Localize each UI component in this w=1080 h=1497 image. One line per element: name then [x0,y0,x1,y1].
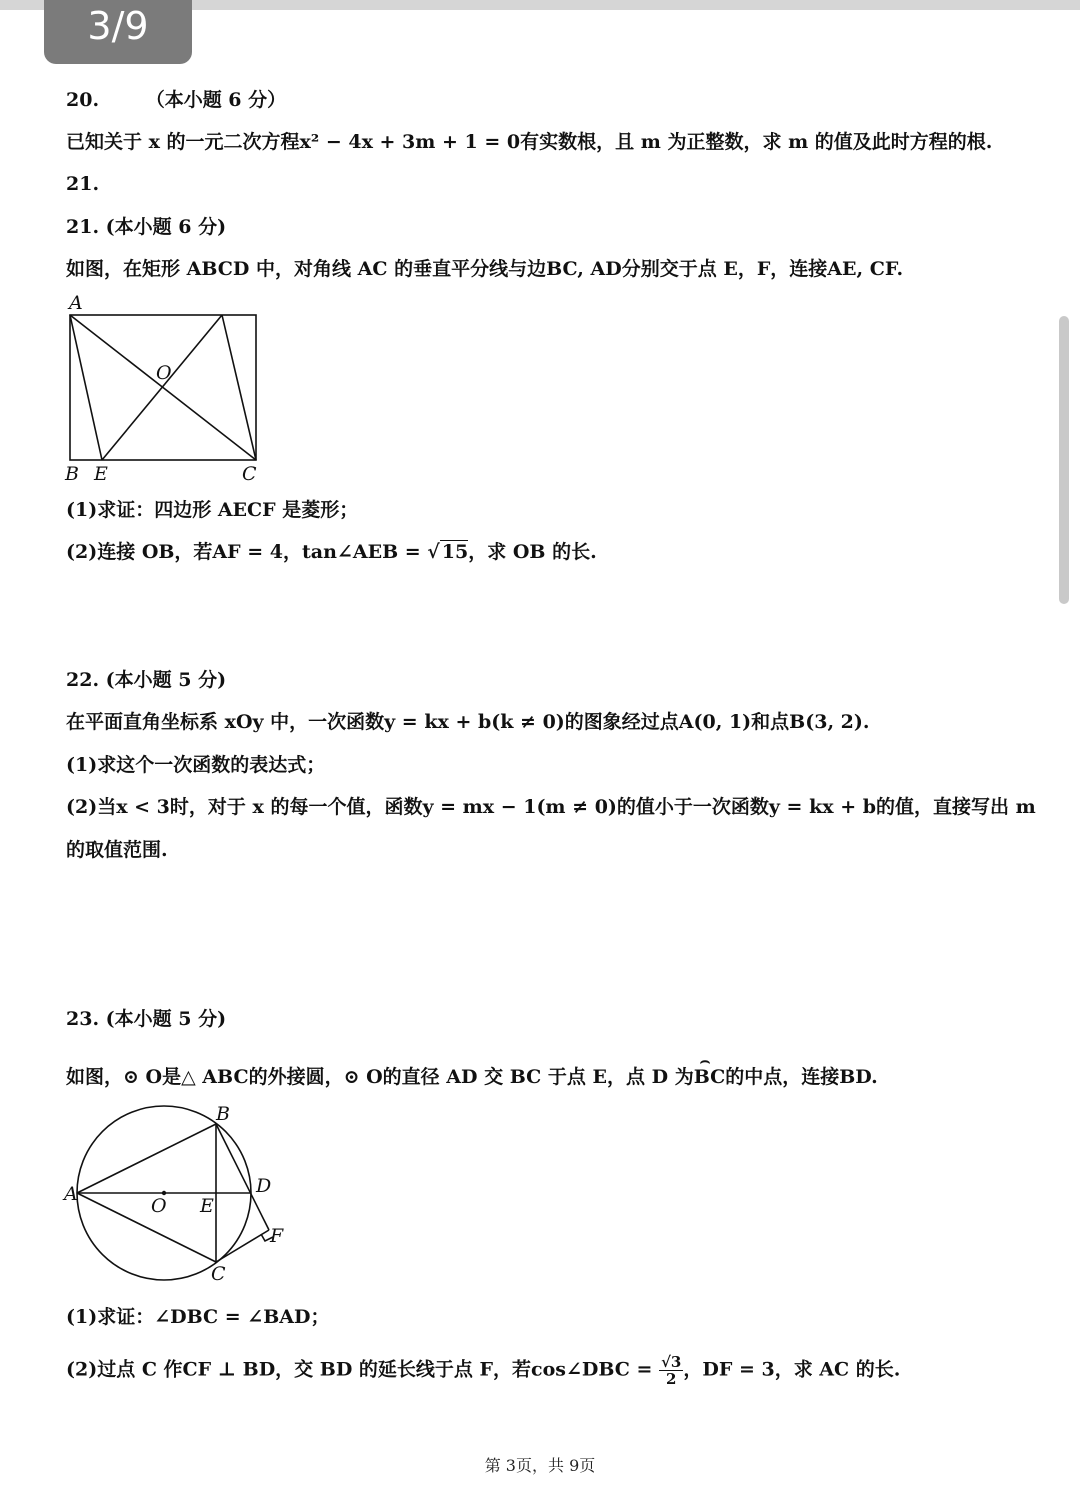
q20-header [66,88,286,112]
fraction-numerator: √3 [661,1353,682,1371]
q22-text: 在平面直角坐标系 xOy 中，一次函数y = kx + b(k ≠ 0)的图象经过点A(0, 1)和点B(3, 2). [66,711,870,733]
fraction-sqrt3-over-2 [659,1354,683,1387]
q23-circle-figure [60,1100,300,1290]
q22-header: 22. (本小题 5 分) [66,669,227,691]
q22-part2-line1: (2)当x < 3时，对于 x 的每一个值，函数y = mx − 1(m ≠ 0)的值小于一次函数y = kx + b的值，直接写出 m [66,796,1036,818]
q21-header: 21. (本小题 6 分) [66,216,227,238]
label-f: F [270,1225,284,1247]
q23-text-prefix: 如图，⊙ O是△ ABC的外接圆，⊙ O的直径 AD 交 BC 于点 E，点 D 为 [66,1066,694,1088]
sqrt-15: 15 [441,541,469,563]
q21-part2-prefix: (2)连接 OB，若AF = 4，tan∠AEB = [66,541,428,563]
q23-header: 23. (本小题 5 分) [66,1008,227,1030]
segment-ac [77,1193,216,1262]
arc-bc: ⌢ BC [694,1065,726,1089]
label-a: A [69,292,83,314]
q22-part1: (1)求这个一次函数的表达式； [66,754,326,776]
label-b: B [216,1103,230,1125]
label-o: O [151,1195,167,1217]
q23-part2-prefix: (2)过点 C 作CF ⊥ BD，交 BD 的延长线于点 F，若cos∠DBC = [66,1358,660,1381]
label-a: A [64,1183,78,1205]
page-footer: 第 3页，共 9页 [484,1456,596,1475]
q21-part1: (1)求证：四边形 AECF 是菱形； [66,499,359,521]
label-d: D [256,1175,272,1197]
segment-ab [77,1124,216,1193]
q20-number: 20. [66,89,100,111]
q21-part2: (2)连接 OB，若AF = 4，tan∠AEB = √ 15，求 OB 的长. [66,541,597,563]
segment-ef [102,315,222,460]
q20-points: （本小题 6 分） [145,89,287,111]
label-c: C [242,463,257,485]
q22-part2-line2: 的取值范围. [66,839,168,861]
q21-part2-suffix: ，求 OB 的长. [468,541,597,563]
label-e: E [200,1195,214,1217]
q23-part2 [66,1354,900,1387]
q21-rectangle-figure [60,290,270,490]
q23-text-suffix: 的中点，连接BD. [725,1066,878,1088]
page-indicator: 3/9 [44,0,192,64]
q21-text: 如图，在矩形 ABCD 中，对角线 AC 的垂直平分线与边BC, AD分别交于点 E，F，连接AE, CF. [66,258,904,280]
fraction-denominator: 2 [665,1370,677,1388]
label-e: E [94,463,108,485]
q21-blank-number: 21. [66,173,100,195]
label-o: O [156,362,172,384]
label-b: B [65,463,79,485]
q23-part1: (1)求证：∠DBC = ∠BAD； [66,1306,330,1328]
scrollbar[interactable] [1059,316,1069,604]
q20-text: 已知关于 x 的一元二次方程x² − 4x + 3m + 1 = 0有实数根，且 m 为正整数，求 m 的值及此时方程的根. [66,131,993,153]
q23-part2-suffix: ，DF = 3，求 AC 的长. [683,1358,901,1381]
label-c: C [211,1263,226,1285]
q23-text [66,1065,878,1089]
